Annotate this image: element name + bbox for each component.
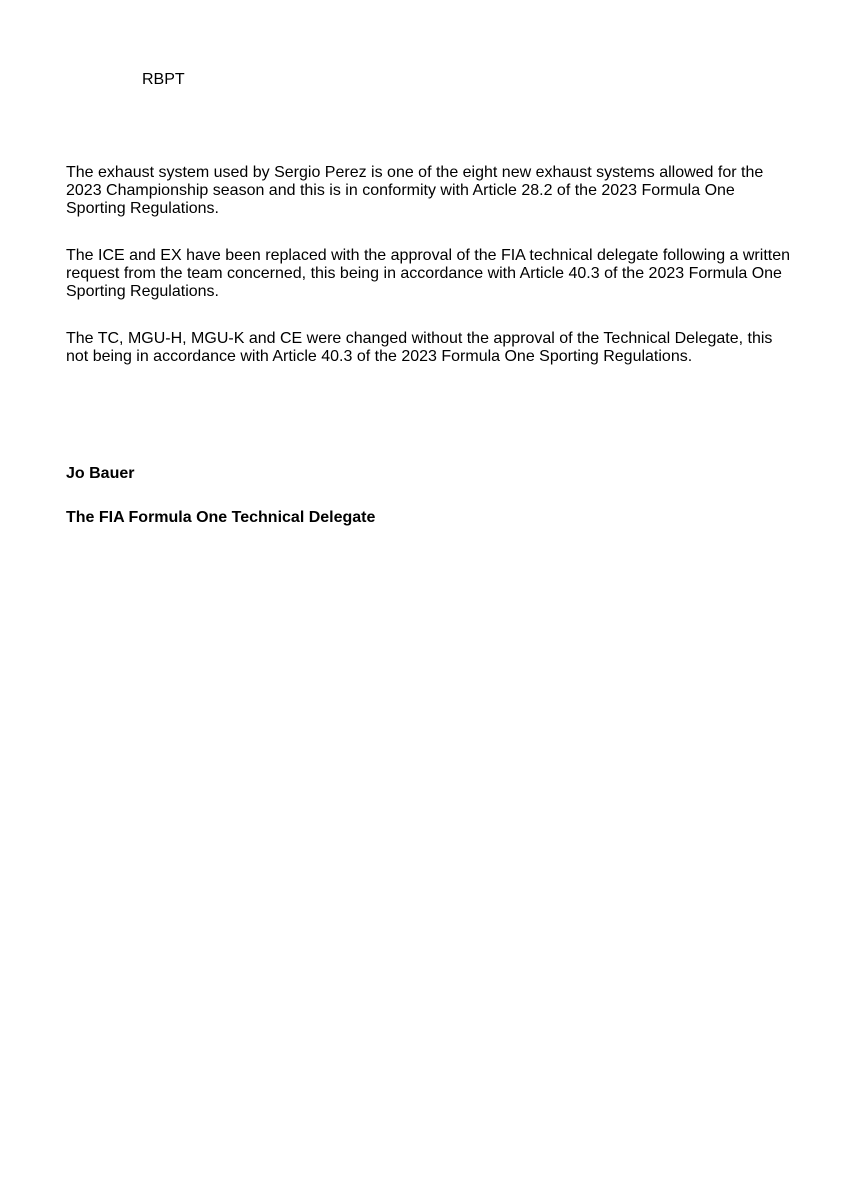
paragraph-ice-ex-replacement: The ICE and EX have been replaced with the approval of the FIA technical delegate following a written request from the team concerned, this being in accordance with Article 40.3 of the 2023 Formula One Sporting Regulations. (66, 247, 790, 300)
signatory-title: The FIA Formula One Technical Delegate (66, 509, 376, 526)
paragraph-tc-mgu-change: The TC, MGU-H, MGU-K and CE were changed without the approval of the Technical Delegate, this not being in accordance with Article 40.3 of the 2023 Formula One Sporting Regulations. (66, 330, 773, 365)
paragraph-exhaust-system: The exhaust system used by Sergio Perez is one of the eight new exhaust systems allowed for the 2023 Championship season and this is in conformity with Article 28.2 of the 2023 Formula One Sporting Regulations. (66, 164, 764, 217)
signatory-name: Jo Bauer (66, 465, 135, 482)
header-code: RBPT (142, 71, 185, 88)
